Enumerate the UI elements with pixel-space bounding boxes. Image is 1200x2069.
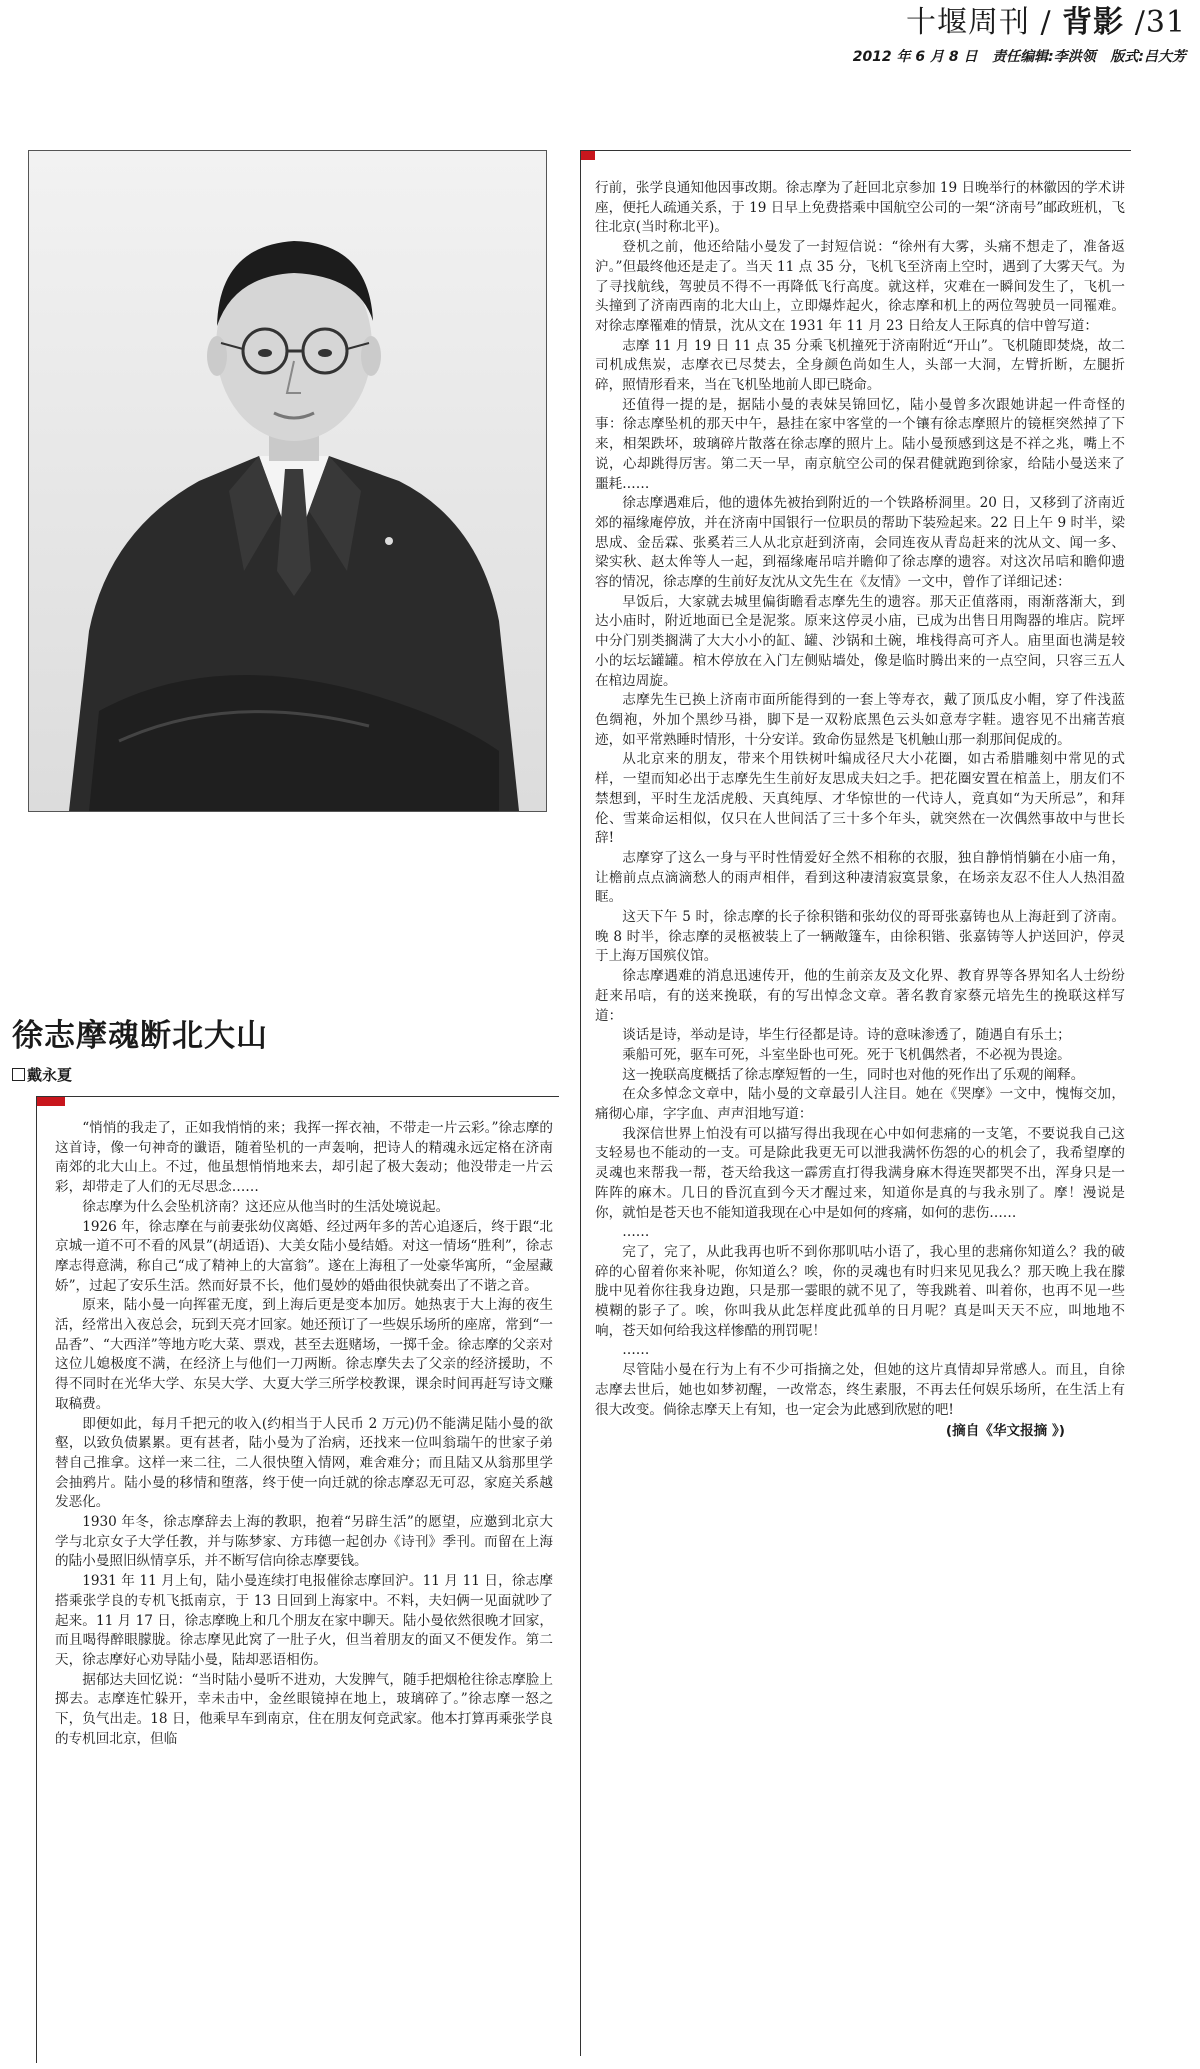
quote-paragraph: 志摩 11 月 19 日 11 点 35 分乘飞机撞死于济南附近“开山”。飞机随即焚烧，故二司机成焦炭，志摩衣已尽焚去，全身颜色尚如生人，头部一大洞，左臂折断，左腿折碎，照情形看来，当在飞机坠地前人即已晓命。 — [595, 337, 1125, 394]
layout-designer: 版式:吕大芳 — [1110, 49, 1186, 65]
paragraph: 尽管陆小曼在行为上有不少可指摘之处，但她的这片真情却异常感人。而且，自徐志摩去世后，她也如梦初醒，一改常态，终生素服，不再去任何娱乐场所，在生活上有很大改变。倘徐志摩天上有知，也一定会为此感到欣慰的吧! — [595, 1362, 1125, 1418]
portrait-illustration — [29, 151, 546, 811]
paragraph: 这一挽联高度概括了徐志摩短暂的一生，同时也对他的死作出了乐观的阐释。 — [622, 1066, 1085, 1083]
quote-paragraph: 早饭后，大家就去城里偏街瞻看志摩先生的遗容。那天正值落雨，雨渐落渐大，到达小庙时，附近地面已全是泥浆。原来这停灵小庙，已成为出售日用陶器的堆店。院坪中分门别类搁满了大大小小的缸、罐、沙锅和土碗，堆栈得高可齐人。庙里面也满是较小的坛坛罐罐。棺木停放在入门左侧贴墙处，像是临时腾出来的一点空间，只容三五人在棺边周旋。 — [595, 593, 1125, 689]
author-byline — [12, 1064, 72, 1085]
page-header — [853, 4, 1186, 66]
paragraph: 即便如此，每月千把元的收入(约相当于人民币 2 万元)仍不能满足陆小曼的欲壑，以致负债累累。更有甚者，陆小曼为了治病，还找来一位叫翁瑞午的世家子弟替自己推拿。这样一来二往，二人很快堕入情网，难舍难分；而且陆又从翁那里学会抽鸦片。陆小曼的移情和堕落，终于使一向迁就的徐志摩忍无可忍，家庭关系越发恶化。 — [55, 1415, 553, 1511]
red-column-marker — [37, 1096, 65, 1106]
paragraph: 登机之前，他还给陆小曼发了一封短信说：“徐州有大雾，头痛不想走了，准备返沪。”但最终他还是走了。当天 11 点 35 分，飞机飞至济南上空时，遇到了大雾天气。为了寻找航线，驾驶员不得不一再降低飞行高度。就这样，灾难在一瞬间发生了，飞机一头撞到了济南西南的北大山上，立即爆炸起火，徐志摩和机上的两位驾驶员一同罹难。对徐志摩罹难的情景，沈从文在 1931 年 11 月 23 日给友人王际真的信中曾写道： — [595, 239, 1125, 334]
right-column-text — [595, 179, 1125, 1442]
ellipsis-line: …… — [622, 1342, 650, 1359]
issue-date: 2012 年 6 月 8 日 — [852, 49, 978, 65]
byline-square-icon — [12, 1068, 25, 1081]
ellipsis-line: …… — [622, 1224, 650, 1241]
section-name: 背影 — [1062, 5, 1125, 40]
paragraph: 徐志摩为什么会坠机济南？这还应从他当时的生活处境说起。 — [82, 1198, 450, 1215]
article-column-left — [36, 1096, 559, 2063]
portrait-photo — [28, 150, 547, 812]
paragraph: 徐志摩遇难的消息迅速传开，他的生前亲友及文化界、教育界等各界知名人士纷纷赶来吊唁，有的送来挽联，有的写出悼念文章。著名教育家蔡元培先生的挽联这样写道： — [595, 968, 1125, 1024]
paragraph: 徐志摩遇难后，他的遗体先被抬到附近的一个铁路桥洞里。20 日，又移到了济南近郊的福缘庵停放，并在济南中国银行一位职员的帮助下装殓起来。22 日上午 9 时半，梁思成、金岳霖、张奚若三人从北京赶到济南，会同连夜从青岛赶来的沈从文、闻一多、梁实秋、赵太侔等人一起，到福缘庵吊唁并瞻仰了徐志摩的遗容。对这次吊唁和瞻仰遗容的情况，徐志摩的生前好友沈从文先生在《友情》一文中，曾作了详细记述： — [595, 495, 1125, 591]
quote-paragraph: 完了，完了，从此我再也听不到你那叽咕小语了，我心里的悲痛你知道么？我的破碎的心留着你来补呢，你知道么？唉，你的灵魂也有时归来见见我么？那天晚上我在朦胧中见着你往我身边跑，只是那一霎眼的就不见了，等我跳着、叫着你，也再不见一些模糊的影子了。唉，你叫我从此怎样度此孤单的日月呢？真是叫天天不应，叫地地不响，苍天如何给我这样惨酷的刑罚呢！ — [595, 1243, 1125, 1339]
author-name: 戴永夏 — [27, 1066, 73, 1084]
quote-paragraph: 我深信世界上怕没有可以描写得出我现在心中如何悲痛的一支笔，不要说我自己这支轻易也不能动的一支。可是除此我更无可以泄我满怀伤怨的心的机会了，我希望摩的灵魂也来帮我一帮，苍天给我这一霹雳直打得我满身麻木得连哭都哭不出，浑身只是一阵阵的麻木。几日的昏沉直到今天才醒过来，知道你是真的与我永别了。摩！漫说是你，就怕是苍天也不能知道我现在心中是如何的疼痛，如何的悲伤…… — [595, 1125, 1125, 1221]
paper-name: 十堰周刊 — [905, 5, 1030, 40]
quote-paragraph: 志摩先生已换上济南市面所能得到的一套上等寿衣，戴了顶瓜皮小帽，穿了件浅蓝色绸袍，外加个黑纱马褂，脚下是一双粉底黑色云头如意寿字鞋。遗容见不出痛苦痕迹，如平常熟睡时情形，十分安详。致命伤显然是飞机触山那一刹那间促成的。 — [595, 692, 1125, 748]
elegy-line: 乘船可死，驱车可死，斗室坐卧也可死。死于飞机偶然者，不必视为畏途。 — [622, 1046, 1071, 1063]
paragraph: 1931 年 11 月上旬，陆小曼连续打电报催徐志摩回沪。11 月 11 日，徐志摩搭乘张学良的专机飞抵南京，于 13 日回到上海家中。不料，夫妇俩一见面就吵了起来。11 月 17 日，徐志摩晚上和几个朋友在家中聊天。陆小曼依然很晚才回家，而且喝得醉眼朦胧。徐志摩见此窝了一肚子火，但当着朋友的面又不便发作。第二天，徐志摩好心劝导陆小曼，陆却恶语相伤。 — [55, 1573, 553, 1668]
masthead-separator: / — [1029, 5, 1063, 40]
article-column-right — [580, 150, 1131, 2056]
paragraph: 这天下午 5 时，徐志摩的长子徐积锴和张幼仪的哥哥张嘉铸也从上海赶到了济南。晚 8 时半，徐志摩的灵柩被装上了一辆敞篷车，由徐积锴、张嘉铸等人护送回沪，停灵于上海万国殡仪馆。 — [595, 909, 1125, 965]
paragraph: 1930 年冬，徐志摩辞去上海的教职，抱着“另辟生活”的愿望，应邀到北京大学与北京女子大学任教，并与陈梦家、方玮德一起创办《诗刊》季刊。而留在上海的陆小曼照旧纵情享乐，并不断写信向徐志摩要钱。 — [55, 1514, 553, 1570]
paragraph: 还值得一提的是，据陆小曼的表妹吴锦回忆，陆小曼曾多次跟她讲起一件奇怪的事：徐志摩坠机的那天中午，悬挂在家中客堂的一个镶有徐志摩照片的镜框突然掉了下来，相架跌坏，玻璃碎片散落在徐志摩的照片上。陆小曼预感到这是不祥之兆，嘴上不说，心却跳得厉害。第二天一早，南京航空公司的保君健就跑到徐家，给陆小曼送来了噩耗…… — [595, 396, 1125, 492]
masthead-separator-2: / — [1124, 5, 1146, 40]
paragraph: 据郁达夫回忆说：“当时陆小曼听不进劝，大发脾气，随手把烟枪往徐志摩脸上掷去。志摩连忙躲开，幸未击中，金丝眼镜掉在地上，玻璃碎了。”徐志摩一怒之下，负气出走。18 日，他乘早车到南京，住在朋友何竞武家。他本打算再乘张学良的专机回北京，但临 — [55, 1671, 553, 1747]
page-number: 31 — [1145, 5, 1186, 40]
quote-paragraph: 从北京来的朋友，带来个用铁树叶编成径尺大小花圈，如古希腊雕刻中常见的式样，一望而知必出于志摩先生生前好友思成夫妇之手。把花圈安置在棺盖上，朋友们不禁想到，平时生龙活虎般、天真纯厚、才华惊世的一代诗人，竟真如“为天所忌”，和拜伦、雪莱命运相似，仅只在人世间活了三十多个年头，就突然在一次偶然事故中与世长辞! — [595, 751, 1125, 847]
article-source: (摘自《华文报摘 》) — [945, 1423, 1065, 1440]
paragraph: 1926 年，徐志摩在与前妻张幼仪离婚、经过两年多的苦心追逐后，终于跟“北京城一道不可不看的风景”(胡适语)、大美女陆小曼结婚。对这一情场“胜利”，徐志摩志得意满，称自己“成了精神上的大富翁”。遂在上海租了一处豪华寓所，“金屋藏娇”，过起了安乐生活。然而好景不长，他们曼妙的婚曲很快就奏出了不谐之音。 — [55, 1218, 553, 1294]
paragraph: 在众多悼念文章中，陆小曼的文章最引人注目。她在《哭摩》一文中，愧悔交加，痛彻心扉，字字血、声声泪地写道： — [595, 1086, 1125, 1123]
paragraph: 行前，张学良通知他因事改期。徐志摩为了赶回北京参加 19 日晚举行的林徽因的学术讲座，便托人疏通关系，于 19 日早上免费搭乘中国航空公司的一架“济南号”邮政班机，飞往北京(当时称北平)。 — [595, 180, 1125, 236]
responsible-editor: 责任编辑:李洪领 — [992, 49, 1096, 65]
left-column-text — [55, 1119, 553, 1750]
article-title: 徐志摩魂断北大山 — [12, 1018, 268, 1054]
elegy-line: 谈话是诗，举动是诗，毕生行径都是诗。诗的意味渗透了，随遇自有乐土； — [622, 1027, 1071, 1044]
red-column-marker — [580, 150, 595, 160]
paragraph: 原来，陆小曼一向挥霍无度，到上海后更是变本加厉。她热衷于大上海的夜生活，经常出入夜总会，玩到天亮才回家。她还预订了一些娱乐场所的座席，常到“一品香”、“大西洋”等地方吃大菜、票戏，甚至去逛赌场，一掷千金。徐志摩的父亲对这位儿媳极度不满，在经济上与他们一刀两断。徐志摩失去了父亲的经济援助，不得不同时在光华大学、东吴大学、大夏大学三所学校教课，课余时间再赶写诗文赚取稿费。 — [55, 1297, 553, 1412]
issue-meta — [853, 46, 1186, 66]
masthead — [853, 4, 1186, 42]
quote-paragraph: 志摩穿了这么一身与平时性情爱好全然不相称的衣服，独自静悄悄躺在小庙一角，让檐前点点滴滴愁人的雨声相伴，看到这种凄清寂寞景象，在场亲友忍不住人人热泪盈眶。 — [595, 849, 1125, 906]
paragraph: “悄悄的我走了，正如我悄悄的来；我挥一挥衣袖，不带走一片云彩。”徐志摩的这首诗，像一句神奇的谶语，随着坠机的一声轰响，把诗人的精魂永远定格在济南南郊的北大山上。不过，他虽想悄悄地来去，却引起了极大轰动；他没带走一片云彩，却带走了人们的无尽思念…… — [55, 1120, 553, 1196]
